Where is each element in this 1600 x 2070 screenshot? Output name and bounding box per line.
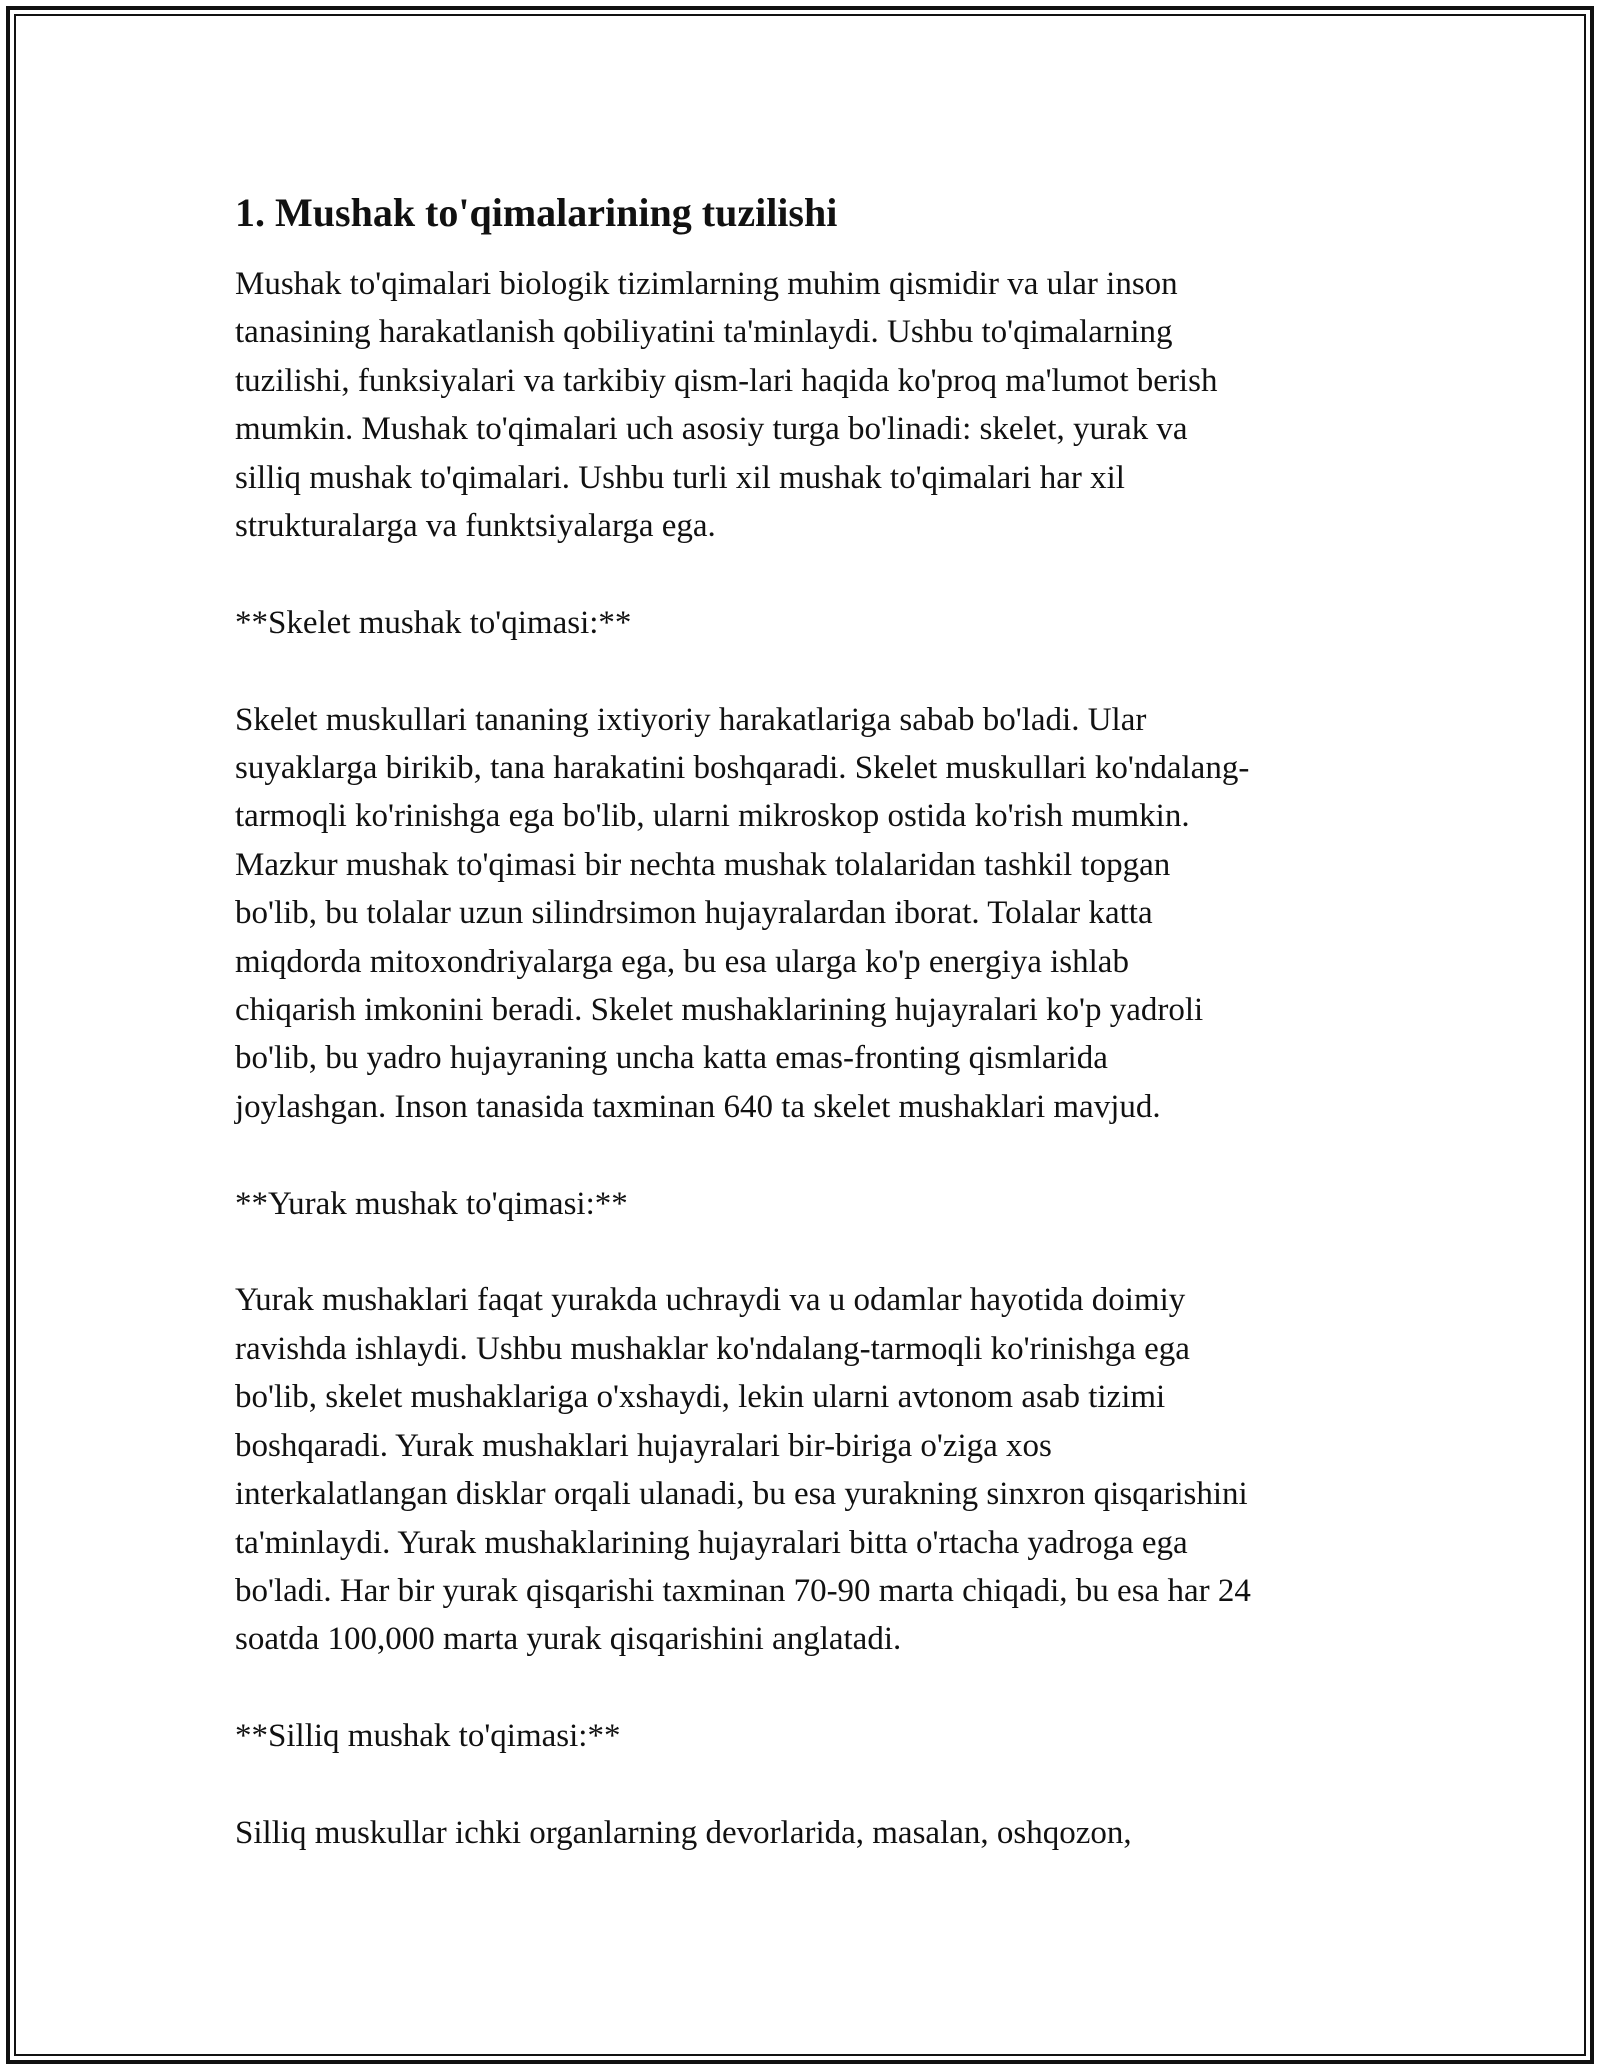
paragraph-gap: [235, 550, 1375, 598]
paragraph-gap: [235, 1228, 1375, 1276]
document-content: [235, 185, 1375, 1857]
text-line: chiqarish imkonini beradi. Skelet mushaklarining hujayralari ko'p yadroli: [235, 992, 1204, 1029]
text-line: ravishda ishlaydi. Ushbu mushaklar ko'ndalang-tarmoqli ko'rinishga ega: [235, 1330, 1190, 1367]
text-line: tarmoqli ko'rinishga ega bo'lib, ularni mikroskop ostida ko'rish mumkin.: [235, 798, 1190, 835]
text-line: tuzilishi, funksiyalari va tarkibiy qism-lari haqida ko'proq ma'lumot berish: [235, 362, 1218, 399]
text-line: Skelet muskullari tananing ixtiyoriy harakatlariga sabab bo'ladi. Ular: [235, 701, 1147, 738]
cardiac-paragraph: [235, 1276, 1375, 1663]
section-heading: 1. Mushak to'qimalarining tuzilishi: [235, 190, 838, 235]
subheading-smooth: **Silliq mushak to'qimasi:**: [235, 1718, 621, 1755]
text-line: joylashgan. Inson tanasida taxminan 640 ta skelet mushaklari mavjud.: [235, 1088, 1161, 1125]
text-line: Mushak to'qimalari biologik tizimlarning muhim qismidir va ular inson: [235, 266, 1178, 302]
paragraph-gap: [235, 1131, 1375, 1179]
text-line: suyaklarga birikib, tana harakatini boshqaradi. Skelet muskullari ko'ndalang-: [235, 750, 1250, 787]
text-line: soatda 100,000 marta yurak qisqarishini anglatadi.: [235, 1621, 902, 1658]
subheading-cardiac: **Yurak mushak to'qimasi:**: [235, 1185, 628, 1222]
text-line: Silliq muskullar ichki organlarning devorlarida, masalan, oshqozon,: [235, 1814, 1132, 1851]
smooth-paragraph: [235, 1809, 1375, 1857]
text-line: silliq mushak to'qimalari. Ushbu turli xil mushak to'qimalari har xil: [235, 459, 1125, 496]
text-line: bo'ladi. Har bir yurak qisqarishi taxminan 70-90 marta chiqadi, bu esa har 24: [235, 1572, 1251, 1609]
subheading-skeletal: **Skelet mushak to'qimasi:**: [235, 604, 632, 641]
text-line: bo'lib, bu yadro hujayraning uncha katta emas-fronting qismlarida: [235, 1040, 1108, 1077]
text-line: tanasining harakatlanish qobiliyatini ta'minlaydi. Ushbu to'qimalarning: [235, 314, 1173, 351]
skeletal-paragraph: [235, 696, 1375, 1132]
text-line: bo'lib, skelet mushaklariga o'xshaydi, lekin ularni avtonom asab tizimi: [235, 1379, 1166, 1416]
text-line: mumkin. Mushak to'qimalari uch asosiy turga bo'linadi: skelet, yurak va: [235, 411, 1188, 448]
text-line: strukturalarga va funktsiyalarga ega.: [235, 508, 716, 545]
text-line: Yurak mushaklari faqat yurakda uchraydi va u odamlar hayotida doimiy: [235, 1282, 1186, 1319]
text-line: ta'minlaydi. Yurak mushaklarining hujayralari bitta o'rtacha yadroga ega: [235, 1524, 1188, 1561]
paragraph-gap: [235, 1664, 1375, 1712]
text-line: miqdorda mitoxondriyalarga ega, bu esa ularga ko'p energiya ishlab: [235, 943, 1129, 980]
text-line: bo'lib, bu tolalar uzun silindrsimon hujayralardan iborat. Tolalar katta: [235, 895, 1153, 932]
paragraph-gap: [235, 1761, 1375, 1809]
text-line: Mazkur mushak to'qimasi bir nechta mushak tolalaridan tashkil topgan: [235, 846, 1171, 883]
text-line: boshqaradi. Yurak mushaklari hujayralari bir-biriga o'ziga xos: [235, 1427, 1052, 1464]
intro-paragraph: [235, 260, 1375, 550]
text-line: interkalatlangan disklar orqali ulanadi, bu esa yurakning sinxron qisqarishini: [235, 1476, 1248, 1513]
paragraph-gap: [235, 647, 1375, 695]
